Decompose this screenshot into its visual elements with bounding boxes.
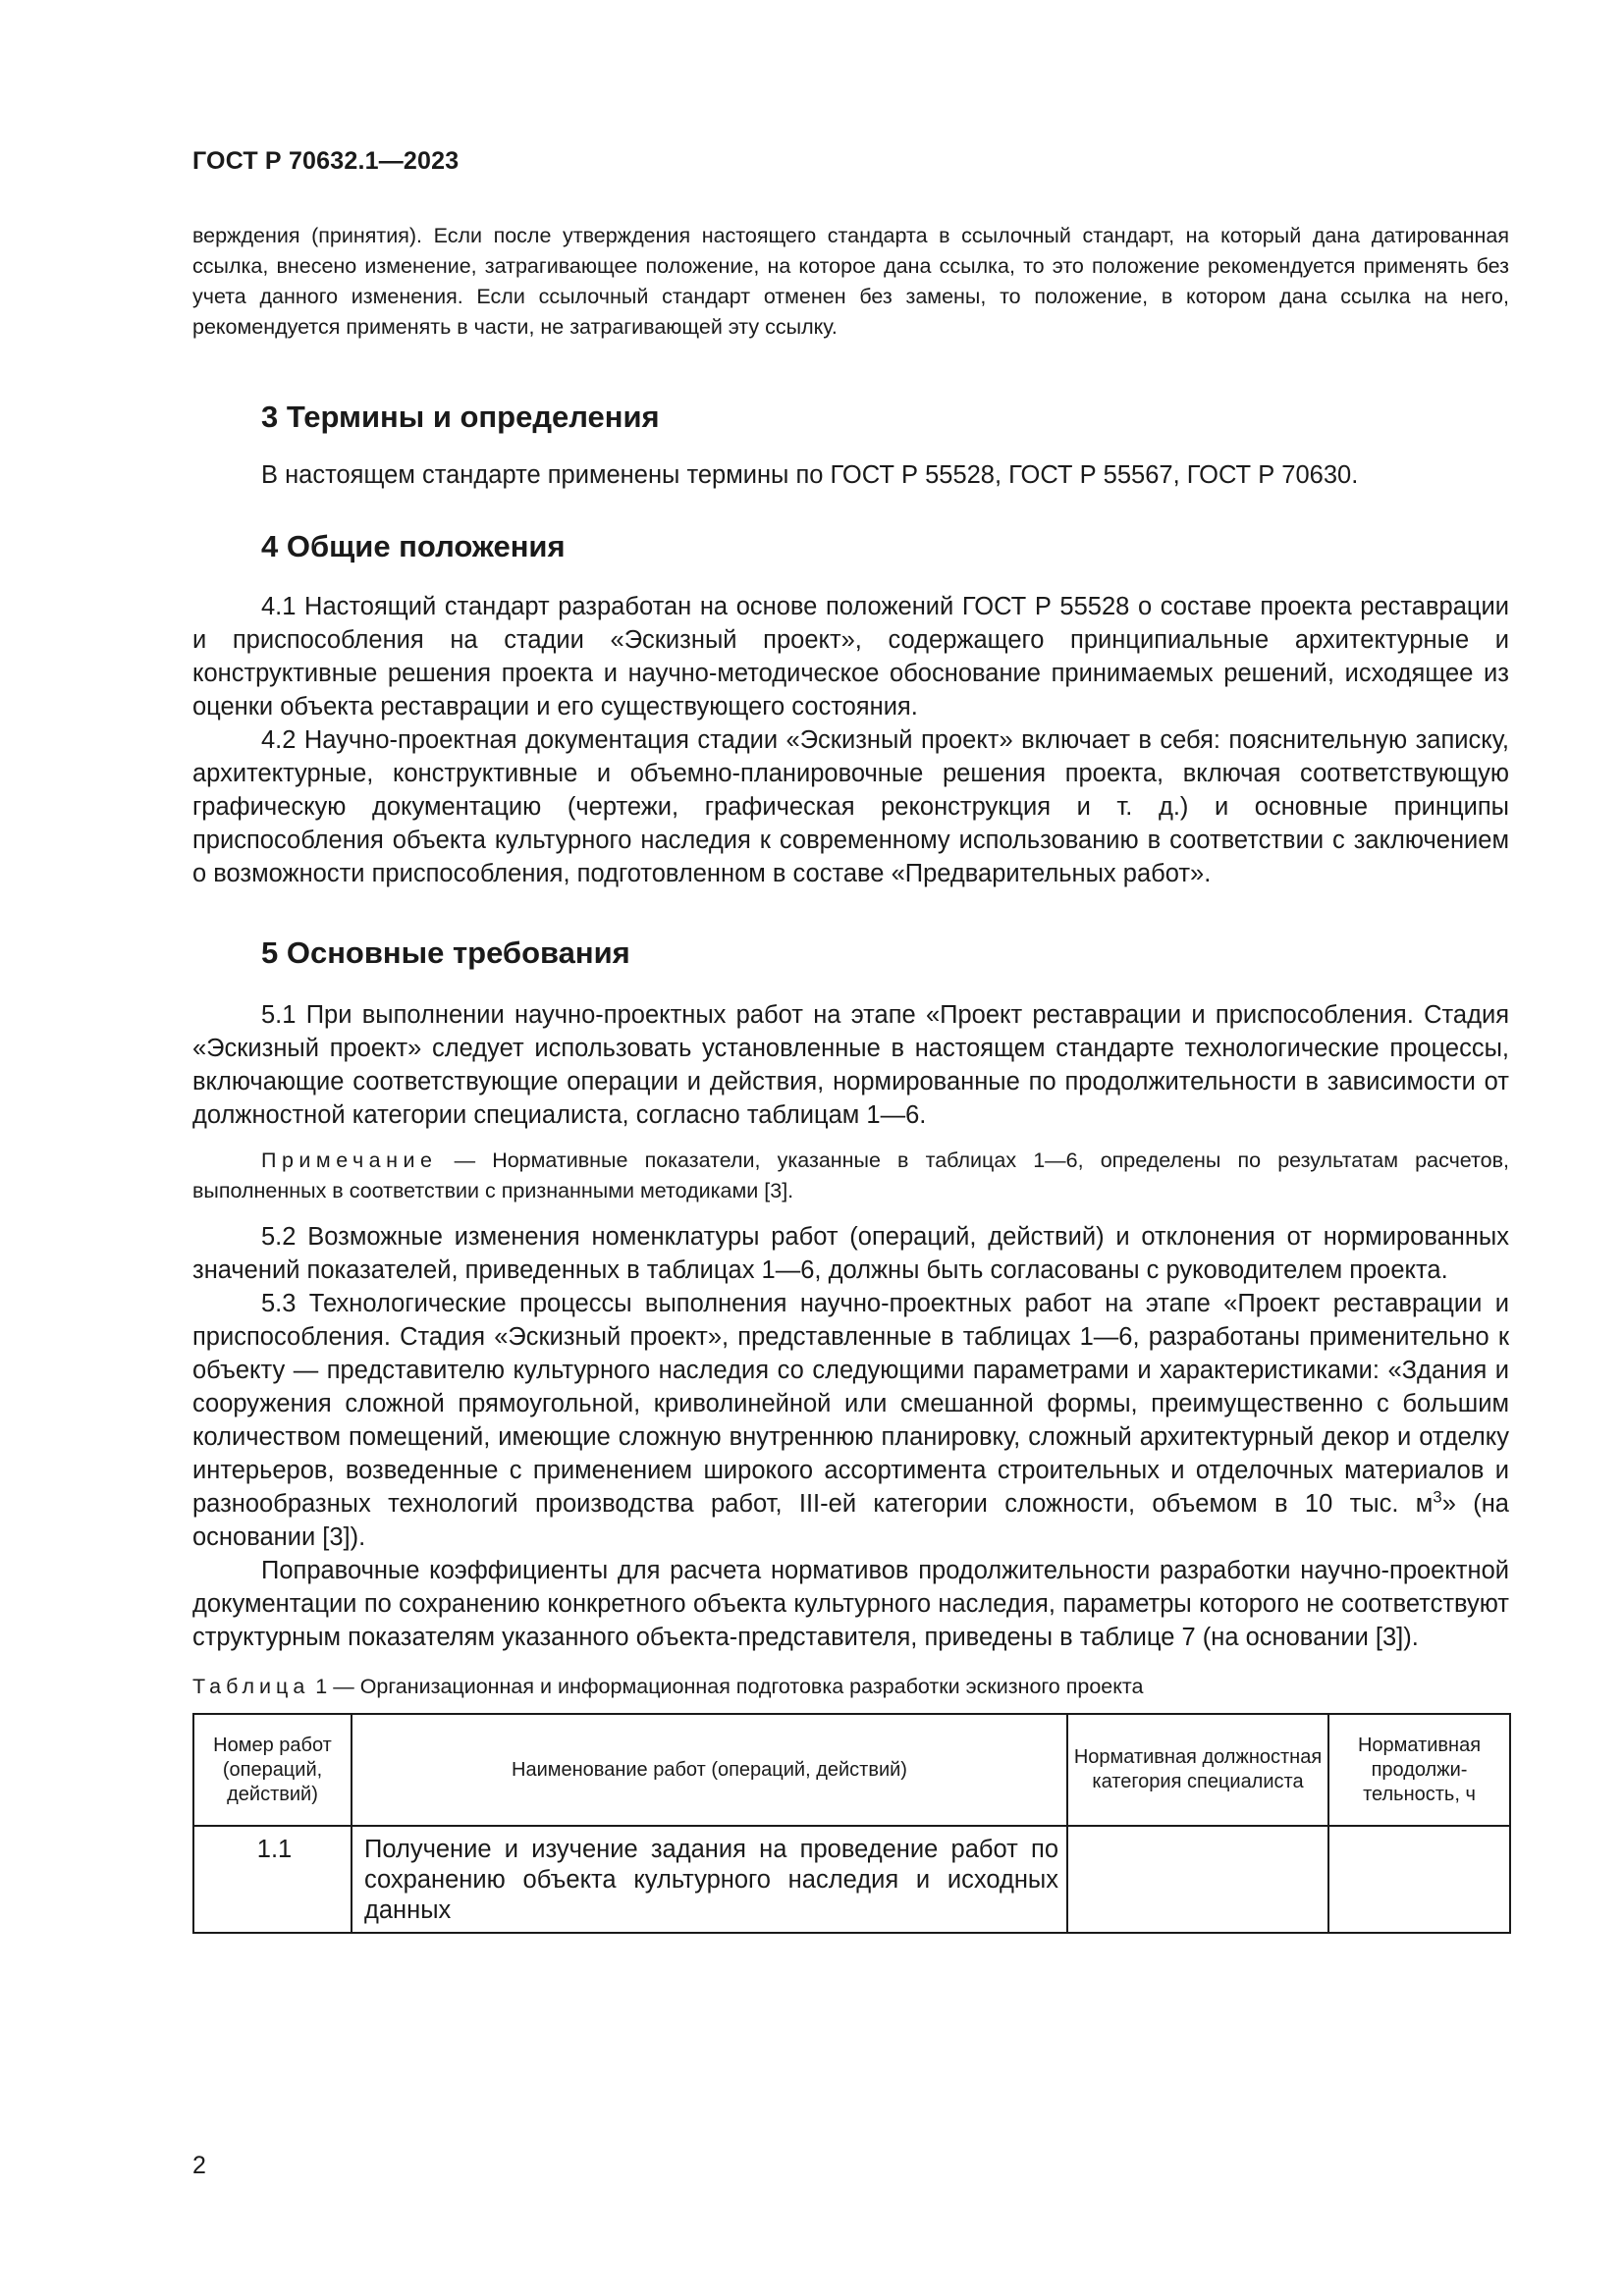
table-1-caption [192, 1672, 1509, 1701]
header-duration: Нормативная продолжи-тельность, ч [1328, 1714, 1510, 1826]
paragraph-5-3 [192, 1287, 1509, 1554]
section-4-heading: 4 Общие положения [261, 529, 566, 563]
paragraph-5-1: 5.1 При выполнении научно-проектных работ на этапе «Проект реставрации и приспособления. Стадия «Эскизный проект» следует использовать установленные в настоящем стандарте технологические процессы, включающие соответствующие операции и действия, нормированные по продолжительности в зависимости от должностной категории специалиста, согласно таблицам 1—6. [192, 1001, 1509, 1129]
paragraph-4-2: 4.2 Научно-проектная документация стадии «Эскизный проект» включает в себя: пояснительную записку, архитектурные, конструктивные и объемно-планировочные решения проекта, включая соответствующую графическую документацию (чертежи, графическая реконструкция и т. д.) и основные принципы приспособления объекта культурного наследия к современному использованию в соответствии с заключением о возможности приспособления, подготовленном в составе «Предварительных работ». [192, 726, 1509, 887]
header-work-number: Номер работ (операций, действий) [193, 1714, 352, 1826]
superscript-cubic: 3 [1433, 1487, 1442, 1507]
header-specialist-category: Нормативная должностная категория специалиста [1067, 1714, 1328, 1826]
paragraph-5-3-text: 5.3 Технологические процессы выполнения научно-проектных работ на этапе «Проект реставрации и приспособления. Стадия «Эскизный проект», представленные в таблицах 1—6, разработаны применительно к объекту — представителю культурного наследия со следующими параметрами и характеристиками: «Здания и сооружения сложной прямоугольной, криволинейной или смешанной формы, преимущественно с большим количеством помещений, имеющие сложную внутреннюю планировку, сложный архитектурный декор и отделку интерьеров, возведенные с применением широкого ассортимента строительных и отделочных материалов и разнообразных технологий производства работ, III-ей категории сложности, объемом в 10 тыс. м [192, 1290, 1509, 1518]
cell-work-name: Получение и изучение задания на проведение работ по сохранению объекта культурного наследия и исходных данных [352, 1826, 1067, 1933]
paragraph-5-3-tail: » (на основании [3]). [192, 1490, 1509, 1551]
page-number: 2 [192, 2152, 206, 2179]
paragraph-coefficients: Поправочные коэффициенты для расчета нормативов продолжительности разработки научно-проектной документации по сохранению конкретного объекта культурного наследия, параметры которого не соответствуют структурным показателям указанного объекта-представителя, приведены в таблице 7 (на основании [3]). [192, 1557, 1509, 1651]
cell-specialist-category [1067, 1826, 1328, 1933]
note-label: Примечание [261, 1148, 438, 1172]
section-3-text: В настоящем стандарте применены термины по ГОСТ Р 55528, ГОСТ Р 55567, ГОСТ Р 70630. [261, 461, 1359, 489]
header-work-name: Наименование работ (операций, действий) [352, 1714, 1067, 1826]
note-paragraph [192, 1146, 1509, 1206]
table-caption-label: Таблица [192, 1675, 310, 1698]
paragraph-5-2: 5.2 Возможные изменения номенклатуры работ (операций, действий) и отклонения от нормированных значений показателей, приведенных в таблицах 1—6, должны быть согласованы с руководителем проекта. [192, 1223, 1509, 1284]
section-3-heading: 3 Термины и определения [261, 400, 660, 434]
intro-paragraph: верждения (принятия). Если после утверждения настоящего стандарта в ссылочный стандарт, на который дана датированная ссылка, внесено изменение, затрагивающее положение, на которое дана ссылка, то это положение рекомендуется применять без учета данного изменения. Если ссылочный стандарт отменен без замены, то положение, в котором дана ссылка на него, рекомендуется применять в части, не затрагивающей эту ссылку. [192, 224, 1509, 339]
table-1 [192, 1713, 1511, 1934]
cell-work-number: 1.1 [193, 1826, 352, 1933]
table-header-row [193, 1714, 1510, 1826]
table-caption-text: 1 — Организационная и информационная подготовка разработки эскизного проекта [309, 1675, 1144, 1698]
section-5-heading: 5 Основные требования [261, 935, 630, 970]
cell-duration [1328, 1826, 1510, 1933]
paragraph-4-1: 4.1 Настоящий стандарт разработан на основе положений ГОСТ Р 55528 о составе проекта реставрации и приспособления на стадии «Эскизный проект», содержащего принципиальные архитектурные и конструктивные решения проекта и научно-методическое обоснование принимаемых решений, исходящее из оценки объекта реставрации и его существующего состояния. [192, 593, 1509, 721]
page-content [192, 221, 1509, 1934]
document-code-header: ГОСТ Р 70632.1—2023 [192, 147, 460, 175]
table-row [193, 1826, 1510, 1933]
note-text: — Нормативные показатели, указанные в таблицах 1—6, определены по результатам расчетов, выполненных в соответствии с признанными методиками [3]. [192, 1148, 1509, 1202]
